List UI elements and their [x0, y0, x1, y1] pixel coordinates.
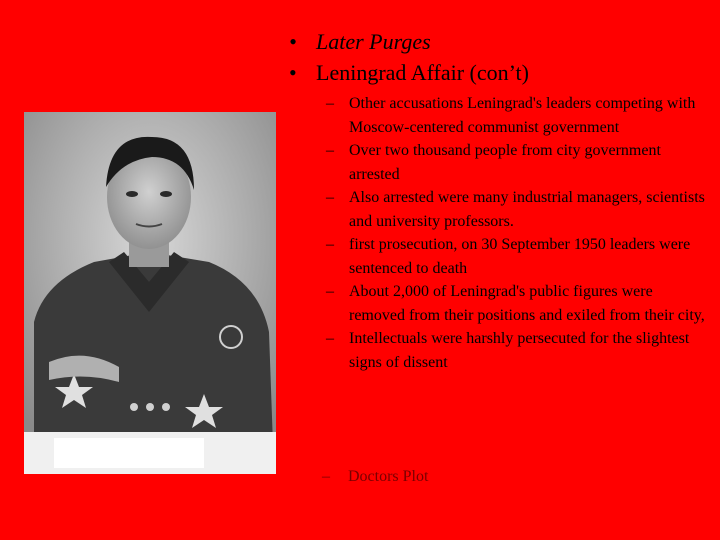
- sub-item-text: About 2,000 of Leningrad's public figures were removed from their positions and exiled from their city,: [349, 283, 705, 324]
- bullet-later-purges: [289, 26, 709, 57]
- sub-marker: –: [326, 95, 334, 112]
- portrait-photo: [24, 112, 276, 474]
- portrait-illustration: [24, 112, 276, 474]
- bullet-text: Later Purges: [316, 29, 431, 54]
- doctors-plot-item: [322, 466, 720, 488]
- sub-item: [318, 139, 709, 186]
- sub-item: [318, 92, 709, 139]
- sub-item-text: Also arrested were many industrial managers, scientists and university professors.: [349, 189, 705, 230]
- bullet-marker: •: [289, 29, 297, 54]
- slide-bullet-list: [289, 26, 709, 374]
- sub-item: [318, 186, 709, 233]
- sub-item: [318, 233, 709, 280]
- sub-marker: –: [326, 189, 334, 206]
- sub-item-text: first prosecution, on 30 September 1950 leaders were sentenced to death: [349, 236, 691, 277]
- sub-item: [318, 327, 709, 374]
- sub-marker: –: [326, 142, 334, 159]
- sub-marker: –: [326, 283, 334, 300]
- sub-marker: –: [326, 330, 334, 347]
- sub-item-text: Other accusations Leningrad's leaders competing with Moscow-centered communist government: [349, 95, 696, 136]
- bullet-leningrad-affair: [289, 57, 709, 374]
- bullet-text: Leningrad Affair (con’t): [316, 60, 529, 85]
- sub-marker: –: [326, 236, 334, 253]
- sub-bullet-list: [316, 92, 709, 374]
- sub-item-text: Intellectuals were harshly persecuted for the slightest signs of dissent: [349, 330, 690, 371]
- doctors-plot-text: Doctors Plot: [348, 468, 429, 485]
- sub-item: [318, 280, 709, 327]
- bullet-marker: •: [289, 60, 297, 85]
- sub-item-text: Over two thousand people from city government arrested: [349, 142, 661, 183]
- sub-marker: –: [322, 468, 330, 485]
